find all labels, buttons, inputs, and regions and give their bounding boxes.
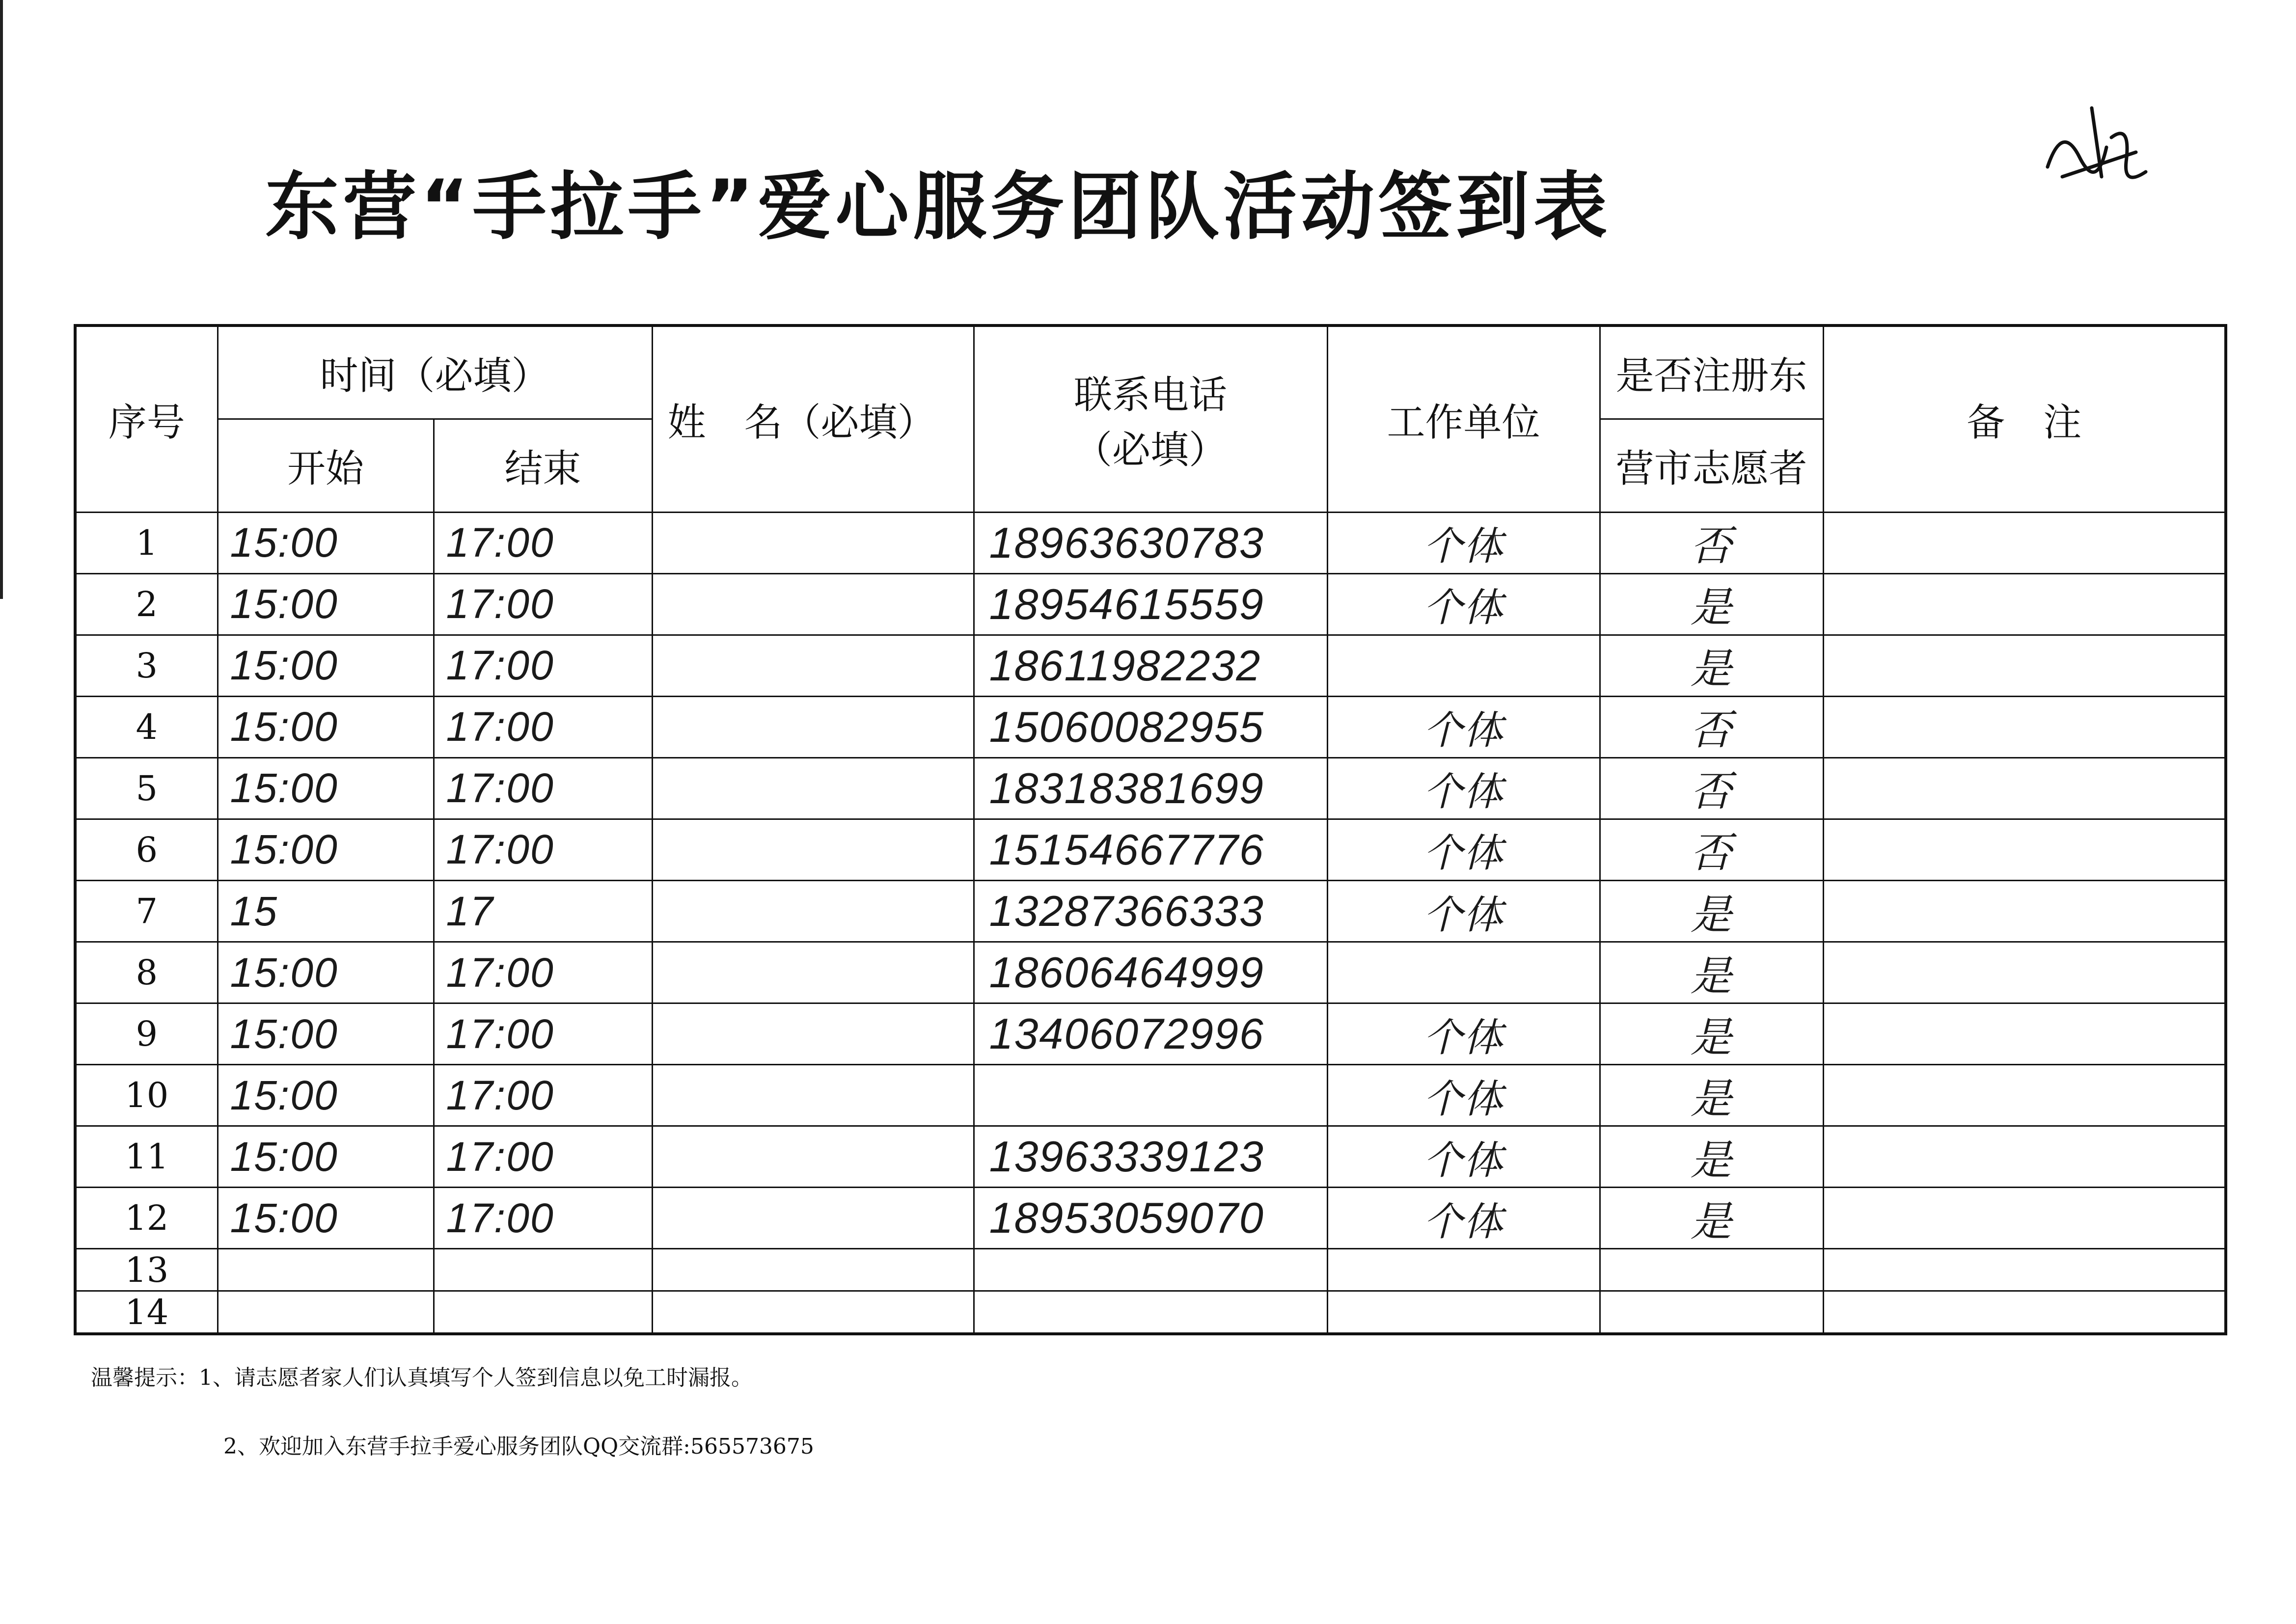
header-unit: 工作单位 (1327, 325, 1600, 512)
phone-cell: 15060082955 (974, 696, 1327, 758)
signin-table (74, 324, 2227, 1335)
end-time-cell: 17:00 (434, 1003, 652, 1065)
end-time-cell (434, 1249, 652, 1291)
end-time-cell: 17:00 (434, 573, 652, 635)
registered-cell: 是 (1600, 880, 1823, 942)
note-cell (1823, 819, 2226, 880)
end-time-cell: 17:00 (434, 942, 652, 1003)
seq-cell: 9 (75, 1003, 218, 1065)
seq-cell: 7 (75, 880, 218, 942)
table-row (75, 573, 2226, 635)
seq-cell: 5 (75, 758, 218, 819)
phone-cell: 18954615559 (974, 573, 1327, 635)
registered-cell: 是 (1600, 1188, 1823, 1249)
start-time-cell: 15:00 (218, 942, 434, 1003)
note-cell (1823, 573, 2226, 635)
header-name: 姓 名（必填） (652, 325, 974, 512)
phone-cell (974, 1065, 1327, 1126)
note-cell (1823, 1188, 2226, 1249)
seq-cell: 11 (75, 1126, 218, 1188)
end-time-cell: 17:00 (434, 512, 652, 573)
end-time-cell: 17:00 (434, 635, 652, 696)
signin-sheet (74, 324, 2224, 1335)
table-row (75, 635, 2226, 696)
header-seq: 序号 (75, 325, 218, 512)
table-row (75, 1249, 2226, 1291)
phone-cell: 18963630783 (974, 512, 1327, 573)
name-cell (652, 819, 974, 880)
end-time-cell (434, 1291, 652, 1334)
phone-cell (974, 1291, 1327, 1334)
name-cell (652, 758, 974, 819)
note-cell (1823, 758, 2226, 819)
corner-signature (2033, 93, 2160, 201)
phone-cell (974, 1249, 1327, 1291)
registered-cell (1600, 1249, 1823, 1291)
name-cell (652, 635, 974, 696)
tip-line-1: 温馨提示：1、请志愿者家人们认真填写个人签到信息以免工时漏报。 (91, 1365, 753, 1390)
name-cell (652, 512, 974, 573)
table-row (75, 758, 2226, 819)
start-time-cell: 15:00 (218, 1065, 434, 1126)
start-time-cell: 15:00 (218, 758, 434, 819)
unit-cell: 个体 (1327, 880, 1600, 942)
name-cell (652, 1003, 974, 1065)
seq-cell: 8 (75, 942, 218, 1003)
note-cell (1823, 512, 2226, 573)
unit-cell (1327, 1249, 1600, 1291)
note-cell (1823, 942, 2226, 1003)
note-cell (1823, 1065, 2226, 1126)
start-time-cell: 15:00 (218, 1188, 434, 1249)
registered-cell: 是 (1600, 635, 1823, 696)
registered-cell: 否 (1600, 758, 1823, 819)
table-row (75, 1188, 2226, 1249)
seq-cell: 1 (75, 512, 218, 573)
unit-cell: 个体 (1327, 1003, 1600, 1065)
start-time-cell: 15 (218, 880, 434, 942)
note-cell (1823, 635, 2226, 696)
note-cell (1823, 696, 2226, 758)
registered-cell (1600, 1291, 1823, 1334)
header-time: 时间（必填） (218, 325, 652, 419)
unit-cell (1327, 942, 1600, 1003)
table-row (75, 1291, 2226, 1334)
name-cell (652, 1065, 974, 1126)
seq-cell: 4 (75, 696, 218, 758)
unit-cell: 个体 (1327, 1188, 1600, 1249)
unit-cell: 个体 (1327, 819, 1600, 880)
registered-cell: 是 (1600, 1126, 1823, 1188)
end-time-cell: 17:00 (434, 1065, 652, 1126)
header-phone-line2: （必填） (1074, 428, 1228, 472)
name-cell (652, 1188, 974, 1249)
header-registered-line2: 营市志愿者 (1600, 419, 1823, 512)
phone-cell: 15154667776 (974, 819, 1327, 880)
start-time-cell: 15:00 (218, 573, 434, 635)
seq-cell: 3 (75, 635, 218, 696)
note-cell (1823, 1291, 2226, 1334)
header-note: 备 注 (1823, 325, 2226, 512)
start-time-cell: 15:00 (218, 635, 434, 696)
registered-cell: 是 (1600, 942, 1823, 1003)
registered-cell: 是 (1600, 573, 1823, 635)
tip-line-2: 2、欢迎加入东营手拉手爱心服务团队QQ交流群:565573675 (223, 1434, 814, 1459)
signin-rows (75, 512, 2226, 1334)
unit-cell (1327, 1291, 1600, 1334)
seq-cell: 13 (75, 1249, 218, 1291)
table-row (75, 819, 2226, 880)
start-time-cell: 15:00 (218, 512, 434, 573)
unit-cell: 个体 (1327, 696, 1600, 758)
phone-cell: 18318381699 (974, 758, 1327, 819)
end-time-cell: 17:00 (434, 758, 652, 819)
end-time-cell: 17:00 (434, 1126, 652, 1188)
name-cell (652, 942, 974, 1003)
name-cell (652, 1291, 974, 1334)
header-registered-line1: 是否注册东 (1600, 325, 1823, 419)
seq-cell: 2 (75, 573, 218, 635)
scan-edge-line (0, 0, 3, 599)
start-time-cell: 15:00 (218, 1126, 434, 1188)
phone-cell: 18606464999 (974, 942, 1327, 1003)
header-start: 开始 (218, 419, 434, 512)
registered-cell: 否 (1600, 512, 1823, 573)
header-end: 结束 (434, 419, 652, 512)
start-time-cell (218, 1249, 434, 1291)
page-title: 东营“手拉手”爱心服务团队活动签到表 (265, 164, 1612, 250)
registered-cell: 否 (1600, 819, 1823, 880)
unit-cell: 个体 (1327, 573, 1600, 635)
name-cell (652, 1249, 974, 1291)
unit-cell: 个体 (1327, 1065, 1600, 1126)
start-time-cell: 15:00 (218, 696, 434, 758)
registered-cell: 是 (1600, 1003, 1823, 1065)
end-time-cell: 17:00 (434, 696, 652, 758)
name-cell (652, 880, 974, 942)
seq-cell: 10 (75, 1065, 218, 1126)
phone-cell: 18953059070 (974, 1188, 1327, 1249)
seq-cell: 12 (75, 1188, 218, 1249)
table-row (75, 696, 2226, 758)
note-cell (1823, 880, 2226, 942)
name-cell (652, 573, 974, 635)
seq-cell: 6 (75, 819, 218, 880)
header-phone (974, 325, 1327, 512)
note-cell (1823, 1249, 2226, 1291)
start-time-cell: 15:00 (218, 1003, 434, 1065)
name-cell (652, 1126, 974, 1188)
phone-cell: 13406072996 (974, 1003, 1327, 1065)
unit-cell: 个体 (1327, 758, 1600, 819)
seq-cell: 14 (75, 1291, 218, 1334)
table-row (75, 1003, 2226, 1065)
phone-cell: 18611982232 (974, 635, 1327, 696)
name-cell (652, 696, 974, 758)
unit-cell: 个体 (1327, 1126, 1600, 1188)
unit-cell: 个体 (1327, 512, 1600, 573)
phone-cell: 13287366333 (974, 880, 1327, 942)
start-time-cell (218, 1291, 434, 1334)
header-phone-line1: 联系电话 (1074, 373, 1228, 417)
registered-cell: 否 (1600, 696, 1823, 758)
table-row (75, 1126, 2226, 1188)
registered-cell: 是 (1600, 1065, 1823, 1126)
phone-cell: 13963339123 (974, 1126, 1327, 1188)
end-time-cell: 17:00 (434, 819, 652, 880)
table-row (75, 880, 2226, 942)
note-cell (1823, 1003, 2226, 1065)
end-time-cell: 17:00 (434, 1188, 652, 1249)
table-row (75, 942, 2226, 1003)
unit-cell (1327, 635, 1600, 696)
end-time-cell: 17 (434, 880, 652, 942)
table-row (75, 1065, 2226, 1126)
note-cell (1823, 1126, 2226, 1188)
table-row (75, 512, 2226, 573)
start-time-cell: 15:00 (218, 819, 434, 880)
